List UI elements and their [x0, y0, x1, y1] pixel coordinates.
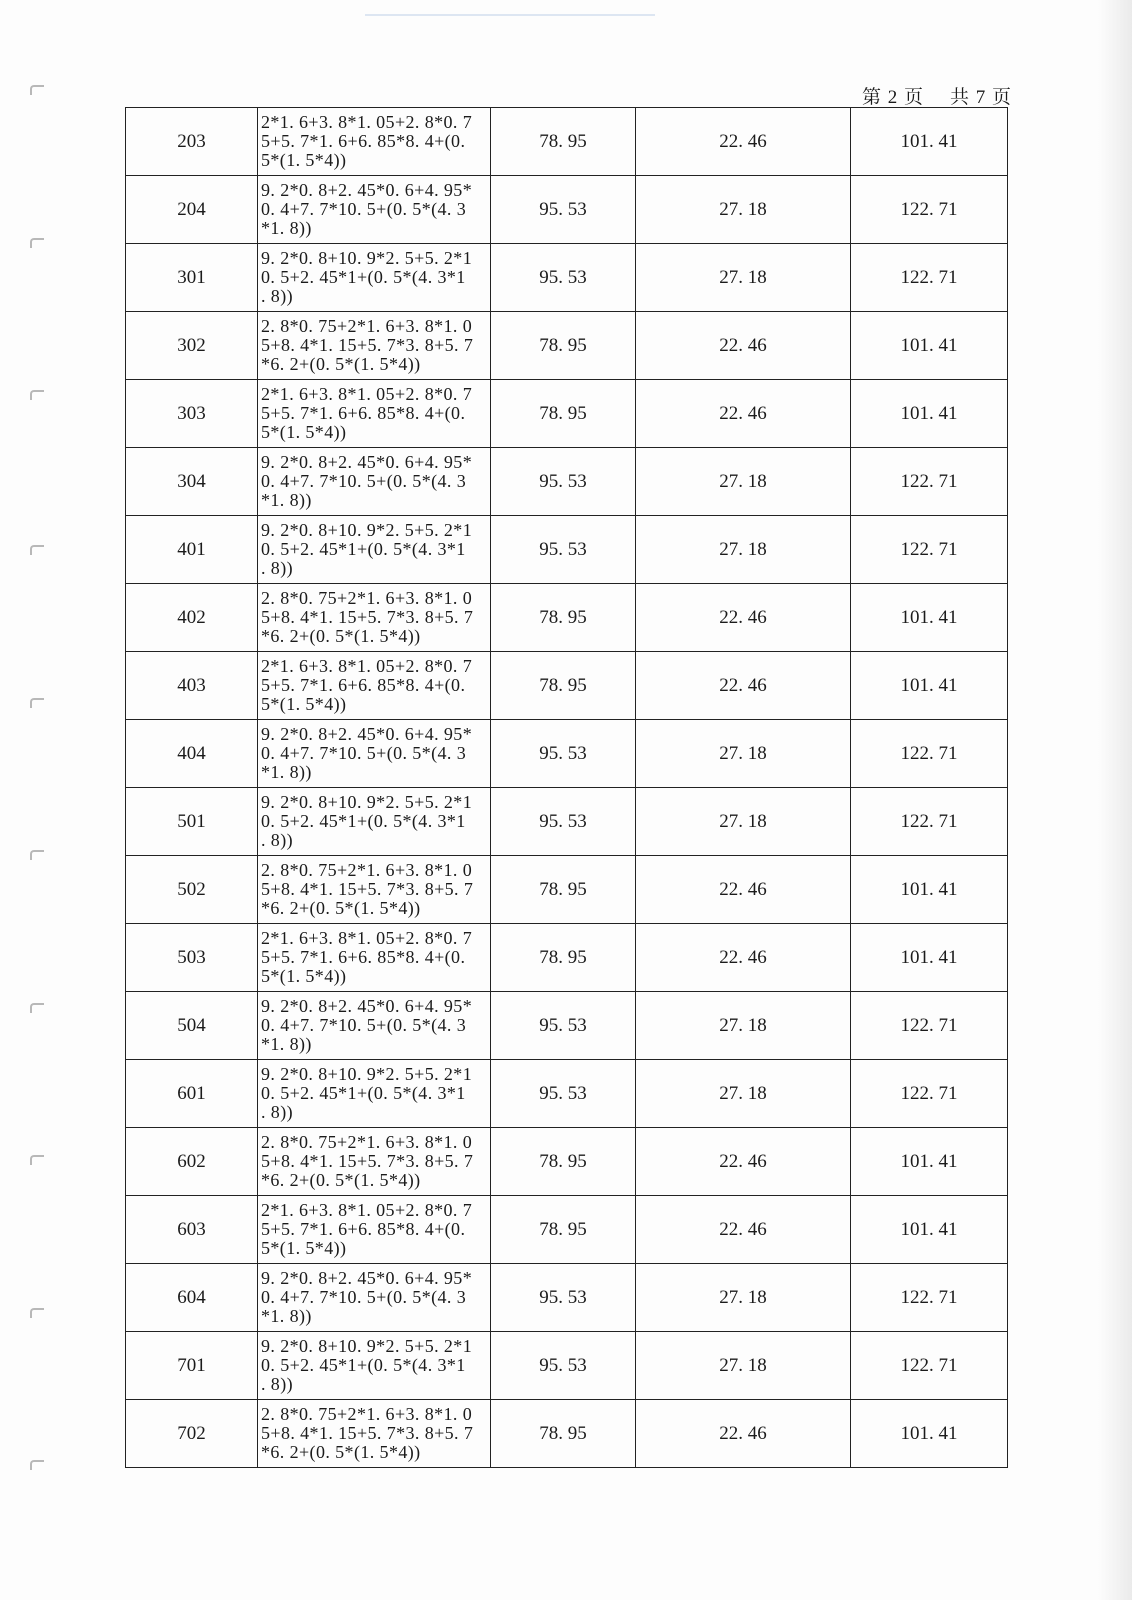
- area-formula-cell: [258, 856, 491, 924]
- formula-line: . 8)): [261, 1374, 293, 1394]
- room-number-cell: 702: [126, 1400, 258, 1468]
- area-a-cell: 78. 95: [491, 652, 636, 720]
- binding-hole-mark: [30, 850, 44, 860]
- formula-line: 5+5. 7*1. 6+6. 85*8. 4+(0.: [261, 1219, 466, 1239]
- area-a-cell: 78. 95: [491, 924, 636, 992]
- binding-hole-mark: [30, 390, 44, 400]
- table-row: [126, 312, 1008, 380]
- room-number-cell: 401: [126, 516, 258, 584]
- area-b-cell: 22. 46: [636, 108, 851, 176]
- area-formula-cell: [258, 1128, 491, 1196]
- room-number-cell: 603: [126, 1196, 258, 1264]
- area-b-cell: 27. 18: [636, 1264, 851, 1332]
- formula-line: 9. 2*0. 8+2. 45*0. 6+4. 95*: [261, 452, 473, 472]
- formula-line: 9. 2*0. 8+2. 45*0. 6+4. 95*: [261, 180, 473, 200]
- total-area-cell: 122. 71: [851, 992, 1008, 1060]
- formula-line: *6. 2+(0. 5*(1. 5*4)): [261, 354, 421, 374]
- total-area-cell: 122. 71: [851, 1264, 1008, 1332]
- formula-line: 0. 5+2. 45*1+(0. 5*(4. 3*1: [261, 539, 466, 559]
- formula-line: *6. 2+(0. 5*(1. 5*4)): [261, 1442, 421, 1462]
- binding-hole-mark: [30, 1155, 44, 1165]
- total-area-cell: 101. 41: [851, 584, 1008, 652]
- formula-line: 5+8. 4*1. 15+5. 7*3. 8+5. 7: [261, 879, 474, 899]
- area-calculation-table: [125, 107, 1008, 1468]
- scan-edge-shadow: [1098, 0, 1132, 1600]
- formula-line: 0. 4+7. 7*10. 5+(0. 5*(4. 3: [261, 743, 467, 763]
- total-area-cell: 122. 71: [851, 720, 1008, 788]
- area-formula-cell: [258, 1196, 491, 1264]
- room-number-cell: 302: [126, 312, 258, 380]
- area-a-cell: 95. 53: [491, 1332, 636, 1400]
- area-formula-cell: [258, 992, 491, 1060]
- formula-line: *1. 8)): [261, 218, 312, 238]
- binding-hole-mark: [30, 238, 44, 248]
- area-a-cell: 78. 95: [491, 108, 636, 176]
- area-a-cell: 78. 95: [491, 1196, 636, 1264]
- room-number-cell: 503: [126, 924, 258, 992]
- table-row: [126, 380, 1008, 448]
- binding-hole-mark: [30, 1003, 44, 1013]
- total-area-cell: 122. 71: [851, 788, 1008, 856]
- formula-line: 5+8. 4*1. 15+5. 7*3. 8+5. 7: [261, 1151, 474, 1171]
- area-formula-cell: [258, 176, 491, 244]
- formula-line: 9. 2*0. 8+10. 9*2. 5+5. 2*1: [261, 1336, 473, 1356]
- area-a-cell: 78. 95: [491, 1128, 636, 1196]
- table-row: [126, 924, 1008, 992]
- room-number-cell: 304: [126, 448, 258, 516]
- area-b-cell: 27. 18: [636, 788, 851, 856]
- formula-line: *6. 2+(0. 5*(1. 5*4)): [261, 1170, 421, 1190]
- formula-line: 2*1. 6+3. 8*1. 05+2. 8*0. 7: [261, 1200, 473, 1220]
- formula-line: 9. 2*0. 8+10. 9*2. 5+5. 2*1: [261, 1064, 473, 1084]
- room-number-cell: 604: [126, 1264, 258, 1332]
- room-number-cell: 301: [126, 244, 258, 312]
- formula-line: 9. 2*0. 8+2. 45*0. 6+4. 95*: [261, 996, 473, 1016]
- formula-line: 0. 4+7. 7*10. 5+(0. 5*(4. 3: [261, 199, 467, 219]
- table-row: [126, 584, 1008, 652]
- page-indicator: [862, 82, 1012, 109]
- total-area-cell: 122. 71: [851, 448, 1008, 516]
- table-body: [126, 108, 1008, 1468]
- area-b-cell: 27. 18: [636, 448, 851, 516]
- formula-line: . 8)): [261, 558, 293, 578]
- room-number-cell: 204: [126, 176, 258, 244]
- room-number-cell: 701: [126, 1332, 258, 1400]
- area-b-cell: 22. 46: [636, 1400, 851, 1468]
- room-number-cell: 602: [126, 1128, 258, 1196]
- formula-line: 0. 4+7. 7*10. 5+(0. 5*(4. 3: [261, 1015, 467, 1035]
- formula-line: 5+5. 7*1. 6+6. 85*8. 4+(0.: [261, 131, 466, 151]
- table-row: [126, 652, 1008, 720]
- table-row: [126, 1332, 1008, 1400]
- binding-hole-mark: [30, 1308, 44, 1318]
- room-number-cell: 203: [126, 108, 258, 176]
- table-row: [126, 1400, 1008, 1468]
- area-formula-cell: [258, 380, 491, 448]
- area-a-cell: 78. 95: [491, 312, 636, 380]
- area-formula-cell: [258, 584, 491, 652]
- area-b-cell: 27. 18: [636, 516, 851, 584]
- binding-hole-mark: [30, 1460, 44, 1470]
- area-a-cell: 95. 53: [491, 992, 636, 1060]
- table-row: [126, 788, 1008, 856]
- area-formula-cell: [258, 448, 491, 516]
- formula-line: *1. 8)): [261, 1306, 312, 1326]
- area-a-cell: 95. 53: [491, 176, 636, 244]
- table-row: [126, 244, 1008, 312]
- area-a-cell: 78. 95: [491, 856, 636, 924]
- page-total-label: 共 7 页: [949, 87, 1012, 108]
- total-area-cell: 101. 41: [851, 380, 1008, 448]
- formula-line: 0. 5+2. 45*1+(0. 5*(4. 3*1: [261, 1355, 466, 1375]
- binding-hole-mark: [30, 85, 44, 95]
- table-row: [126, 1264, 1008, 1332]
- formula-line: 0. 5+2. 45*1+(0. 5*(4. 3*1: [261, 1083, 466, 1103]
- area-b-cell: 22. 46: [636, 652, 851, 720]
- area-formula-cell: [258, 516, 491, 584]
- area-formula-cell: [258, 244, 491, 312]
- binding-hole-mark: [30, 545, 44, 555]
- area-b-cell: 27. 18: [636, 1060, 851, 1128]
- formula-line: 2*1. 6+3. 8*1. 05+2. 8*0. 7: [261, 112, 473, 132]
- page-number-label: 第 2 页: [861, 87, 924, 108]
- formula-line: 2*1. 6+3. 8*1. 05+2. 8*0. 7: [261, 928, 473, 948]
- total-area-cell: 101. 41: [851, 1128, 1008, 1196]
- total-area-cell: 101. 41: [851, 652, 1008, 720]
- area-formula-cell: [258, 1264, 491, 1332]
- table-row: [126, 516, 1008, 584]
- formula-line: 2. 8*0. 75+2*1. 6+3. 8*1. 0: [261, 588, 473, 608]
- table-row: [126, 448, 1008, 516]
- area-a-cell: 78. 95: [491, 1400, 636, 1468]
- area-formula-cell: [258, 1332, 491, 1400]
- area-formula-cell: [258, 108, 491, 176]
- formula-line: 5*(1. 5*4)): [261, 1238, 347, 1258]
- area-b-cell: 27. 18: [636, 176, 851, 244]
- area-formula-cell: [258, 1060, 491, 1128]
- area-a-cell: 95. 53: [491, 516, 636, 584]
- formula-line: . 8)): [261, 286, 293, 306]
- formula-line: 2. 8*0. 75+2*1. 6+3. 8*1. 0: [261, 860, 473, 880]
- formula-line: 5+5. 7*1. 6+6. 85*8. 4+(0.: [261, 675, 466, 695]
- area-a-cell: 95. 53: [491, 720, 636, 788]
- total-area-cell: 101. 41: [851, 856, 1008, 924]
- formula-line: 5*(1. 5*4)): [261, 694, 347, 714]
- formula-line: 5*(1. 5*4)): [261, 422, 347, 442]
- table-row: [126, 1196, 1008, 1264]
- table-row: [126, 992, 1008, 1060]
- area-formula-cell: [258, 312, 491, 380]
- area-a-cell: 95. 53: [491, 1060, 636, 1128]
- formula-line: *6. 2+(0. 5*(1. 5*4)): [261, 626, 421, 646]
- formula-line: 5+8. 4*1. 15+5. 7*3. 8+5. 7: [261, 1423, 474, 1443]
- table-row: [126, 108, 1008, 176]
- total-area-cell: 122. 71: [851, 1332, 1008, 1400]
- formula-line: 0. 5+2. 45*1+(0. 5*(4. 3*1: [261, 811, 466, 831]
- area-b-cell: 22. 46: [636, 1196, 851, 1264]
- formula-line: 9. 2*0. 8+2. 45*0. 6+4. 95*: [261, 724, 473, 744]
- formula-line: 5+5. 7*1. 6+6. 85*8. 4+(0.: [261, 403, 466, 423]
- binding-hole-mark: [30, 698, 44, 708]
- formula-line: 5*(1. 5*4)): [261, 150, 347, 170]
- formula-line: 0. 4+7. 7*10. 5+(0. 5*(4. 3: [261, 1287, 467, 1307]
- formula-line: 0. 4+7. 7*10. 5+(0. 5*(4. 3: [261, 471, 467, 491]
- scan-tint-line: [365, 14, 655, 16]
- area-a-cell: 78. 95: [491, 380, 636, 448]
- area-b-cell: 22. 46: [636, 312, 851, 380]
- total-area-cell: 122. 71: [851, 516, 1008, 584]
- formula-line: 9. 2*0. 8+10. 9*2. 5+5. 2*1: [261, 520, 473, 540]
- area-b-cell: 22. 46: [636, 856, 851, 924]
- formula-line: *6. 2+(0. 5*(1. 5*4)): [261, 898, 421, 918]
- room-number-cell: 404: [126, 720, 258, 788]
- area-a-cell: 95. 53: [491, 448, 636, 516]
- formula-line: 5*(1. 5*4)): [261, 966, 347, 986]
- formula-line: 2. 8*0. 75+2*1. 6+3. 8*1. 0: [261, 1132, 473, 1152]
- area-formula-cell: [258, 924, 491, 992]
- formula-line: . 8)): [261, 1102, 293, 1122]
- room-number-cell: 303: [126, 380, 258, 448]
- formula-line: 9. 2*0. 8+10. 9*2. 5+5. 2*1: [261, 792, 473, 812]
- area-b-cell: 27. 18: [636, 1332, 851, 1400]
- area-a-cell: 78. 95: [491, 584, 636, 652]
- table-row: [126, 176, 1008, 244]
- formula-line: 2*1. 6+3. 8*1. 05+2. 8*0. 7: [261, 656, 473, 676]
- area-formula-cell: [258, 1400, 491, 1468]
- room-number-cell: 601: [126, 1060, 258, 1128]
- total-area-cell: 101. 41: [851, 108, 1008, 176]
- area-formula-cell: [258, 788, 491, 856]
- formula-line: 5+8. 4*1. 15+5. 7*3. 8+5. 7: [261, 607, 474, 627]
- area-b-cell: 22. 46: [636, 584, 851, 652]
- formula-line: . 8)): [261, 830, 293, 850]
- formula-line: 2. 8*0. 75+2*1. 6+3. 8*1. 0: [261, 316, 473, 336]
- area-b-cell: 27. 18: [636, 244, 851, 312]
- area-b-cell: 27. 18: [636, 720, 851, 788]
- area-formula-cell: [258, 652, 491, 720]
- formula-line: *1. 8)): [261, 1034, 312, 1054]
- total-area-cell: 101. 41: [851, 312, 1008, 380]
- room-number-cell: 402: [126, 584, 258, 652]
- formula-line: 5+5. 7*1. 6+6. 85*8. 4+(0.: [261, 947, 466, 967]
- formula-line: *1. 8)): [261, 762, 312, 782]
- total-area-cell: 122. 71: [851, 176, 1008, 244]
- formula-line: 2. 8*0. 75+2*1. 6+3. 8*1. 0: [261, 1404, 473, 1424]
- formula-line: 9. 2*0. 8+10. 9*2. 5+5. 2*1: [261, 248, 473, 268]
- total-area-cell: 122. 71: [851, 244, 1008, 312]
- formula-line: 2*1. 6+3. 8*1. 05+2. 8*0. 7: [261, 384, 473, 404]
- room-number-cell: 502: [126, 856, 258, 924]
- area-b-cell: 27. 18: [636, 992, 851, 1060]
- area-b-cell: 22. 46: [636, 1128, 851, 1196]
- table-row: [126, 856, 1008, 924]
- formula-line: 9. 2*0. 8+2. 45*0. 6+4. 95*: [261, 1268, 473, 1288]
- table-row: [126, 720, 1008, 788]
- area-a-cell: 95. 53: [491, 244, 636, 312]
- formula-line: 0. 5+2. 45*1+(0. 5*(4. 3*1: [261, 267, 466, 287]
- formula-line: *1. 8)): [261, 490, 312, 510]
- area-a-cell: 95. 53: [491, 788, 636, 856]
- area-a-cell: 95. 53: [491, 1264, 636, 1332]
- area-b-cell: 22. 46: [636, 924, 851, 992]
- room-number-cell: 501: [126, 788, 258, 856]
- area-b-cell: 22. 46: [636, 380, 851, 448]
- total-area-cell: 101. 41: [851, 1400, 1008, 1468]
- area-formula-cell: [258, 720, 491, 788]
- total-area-cell: 122. 71: [851, 1060, 1008, 1128]
- table-row: [126, 1060, 1008, 1128]
- total-area-cell: 101. 41: [851, 1196, 1008, 1264]
- room-number-cell: 403: [126, 652, 258, 720]
- total-area-cell: 101. 41: [851, 924, 1008, 992]
- table-row: [126, 1128, 1008, 1196]
- formula-line: 5+8. 4*1. 15+5. 7*3. 8+5. 7: [261, 335, 474, 355]
- room-number-cell: 504: [126, 992, 258, 1060]
